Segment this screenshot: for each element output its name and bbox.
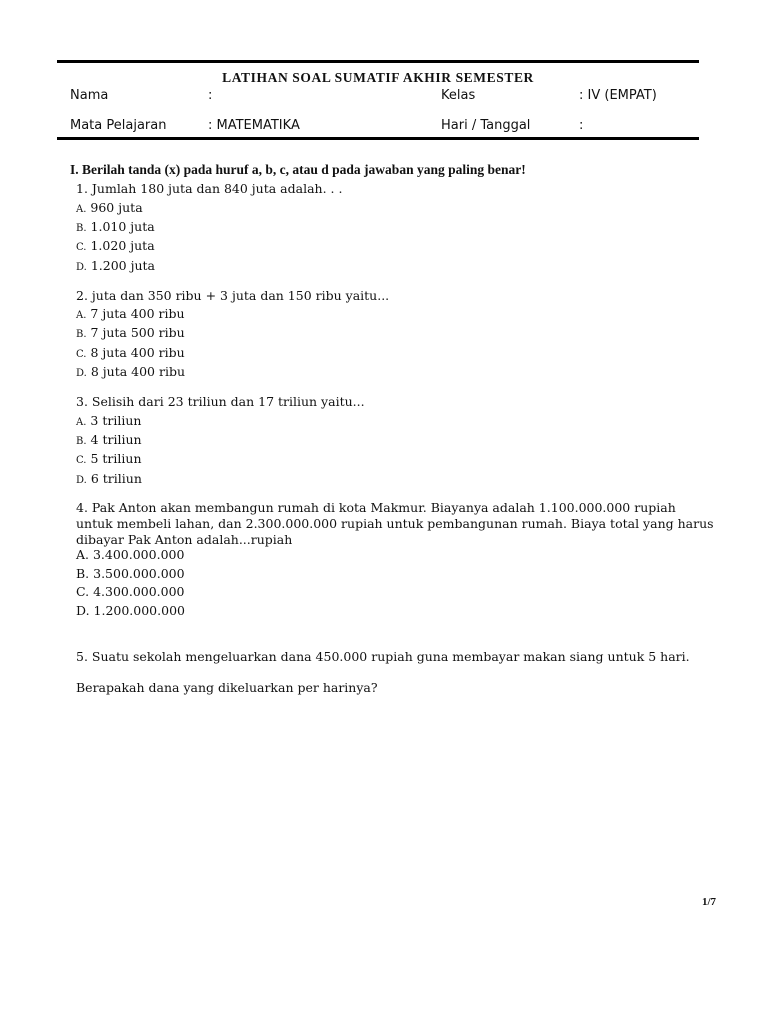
q4-option-d: D. 1.200.000.000 [76,603,185,618]
question-5: 5. Suatu sekolah mengeluarkan dana 450.000 rupiah guna membayar makan siang untuk 5 hari. [76,649,690,664]
question-5-followup: Berapakah dana yang dikeluarkan per harinya? [76,680,378,695]
q2-option-a: A. 7 juta 400 ribu [76,306,185,321]
q3-option-b: B. 4 triliun [76,432,142,447]
header-top-rule [57,60,699,63]
question-4-line-1: 4. Pak Anton akan membangun rumah di kota Makmur. Biayanya adalah 1.100.000.000 rupiah [76,500,676,515]
q1-option-d: D. 1.200 juta [76,258,156,273]
q3-option-c: C. 5 triliun [76,451,142,466]
nama-label: Nama [70,88,109,103]
q1-option-b: B. 1.010 juta [76,219,155,234]
q4-option-c: C. 4.300.000.000 [76,584,185,599]
kelas-value: : IV (EMPAT) [579,88,657,103]
question-3: 3. Selisih dari 23 triliun dan 17 triliun yaitu... [76,394,365,409]
q4-option-a: A. 3.400.000.000 [76,547,185,562]
q1-option-c: C. 1.020 juta [76,238,155,253]
kelas-label: Kelas [441,88,476,103]
document-title: LATIHAN SOAL SUMATIF AKHIR SEMESTER [222,70,534,85]
question-4-line-2: untuk membeli lahan, dan 2.300.000.000 rupiah untuk pembangunan rumah. Biaya total yang harus [76,516,714,531]
q2-option-d: D. 8 juta 400 ribu [76,364,186,379]
header-bottom-rule [57,137,699,140]
hari-label: Hari / Tanggal [441,118,531,133]
q2-option-b: B. 7 juta 500 ribu [76,325,185,340]
q3-option-a: A. 3 triliun [76,413,142,428]
hari-value: : [579,118,584,133]
mapel-value: : MATEMATIKA [208,118,300,133]
q4-option-b: B. 3.500.000.000 [76,566,185,581]
section-instruction: I. Berilah tanda (x) pada huruf a, b, c, atau d pada jawaban yang paling benar! [70,162,526,177]
mapel-label: Mata Pelajaran [70,118,167,133]
q1-option-a: A. 960 juta [76,200,143,215]
q3-option-d: D. 6 triliun [76,471,142,486]
page-number: 1/7 [702,896,717,908]
nama-value: : [208,88,213,103]
q2-option-c: C. 8 juta 400 ribu [76,345,185,360]
question-2: 2. juta dan 350 ribu + 3 juta dan 150 ribu yaitu... [76,288,390,303]
question-1: 1. Jumlah 180 juta dan 840 juta adalah. . . [76,181,343,196]
question-4-line-3: dibayar Pak Anton adalah...rupiah [76,532,293,547]
